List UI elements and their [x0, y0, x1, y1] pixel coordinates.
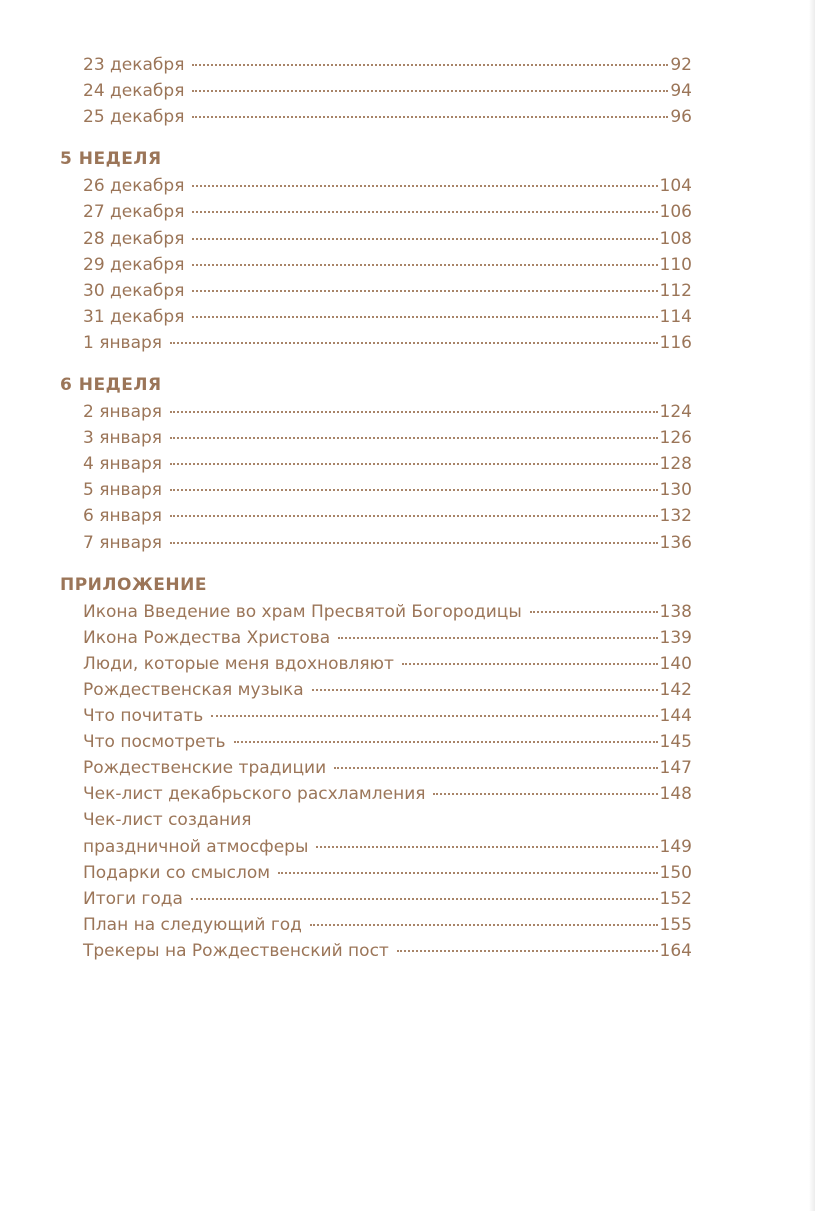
dot-leader	[192, 210, 657, 213]
toc-entry-page: 144	[659, 706, 692, 726]
dot-leader	[312, 688, 658, 691]
toc-entry-label: Что посмотреть	[83, 732, 226, 753]
toc-entry-label: Подарки со смыслом	[83, 862, 271, 883]
section-title: ПРИЛОЖЕНИЕ	[60, 574, 207, 595]
dot-leader	[191, 897, 658, 900]
toc-entry	[83, 628, 692, 648]
dot-leader	[397, 949, 658, 952]
toc-entry-label: План на следующий год	[83, 914, 302, 935]
toc-entry	[83, 281, 692, 301]
toc-entry-page: 94	[670, 81, 692, 102]
dot-leader	[192, 237, 657, 240]
toc-entry	[83, 784, 692, 804]
toc-entry-label: Трекеры на Рождественский пост	[83, 940, 389, 961]
toc-entry-label: Люди, которые меня вдохновляют	[83, 653, 394, 674]
dot-leader	[433, 792, 657, 795]
toc-entry-label: Икона Рождества Христова	[83, 627, 331, 648]
toc-entry-page: 136	[659, 532, 692, 553]
dot-leader	[192, 115, 668, 118]
toc-entry-label: 28 декабря	[83, 228, 185, 249]
toc-entry	[83, 810, 692, 830]
dot-leader	[310, 923, 658, 926]
toc-entry-label: 30 декабря	[83, 280, 185, 301]
toc-entry-page: 96	[670, 107, 692, 128]
dot-leader	[192, 184, 657, 187]
toc-entry-page: 124	[659, 402, 692, 422]
dot-leader	[192, 89, 668, 92]
toc-entry	[83, 941, 692, 961]
toc-entry-page: 106	[659, 202, 692, 223]
toc-entry-page: 128	[659, 454, 692, 475]
toc-entry-page: 130	[659, 480, 692, 501]
toc-entry	[83, 81, 692, 101]
toc-entry-label: Рождественская музыка	[83, 679, 304, 700]
dot-leader	[402, 662, 658, 665]
toc-entry-page: 155	[659, 914, 692, 935]
toc-entry-page: 140	[659, 653, 692, 674]
toc-entry	[83, 889, 692, 909]
toc-entry-label: Итоги года	[83, 888, 183, 909]
toc-entry	[83, 654, 692, 674]
toc-entry-page: 145	[659, 732, 692, 753]
toc-entry-label: 6 января	[83, 506, 163, 527]
dot-leader	[170, 488, 658, 491]
toc-entry-page: 116	[659, 332, 692, 353]
toc-entry-page: 110	[659, 254, 692, 275]
dot-leader	[170, 410, 658, 413]
toc-entry	[83, 837, 692, 857]
page-edge-shadow	[809, 0, 815, 1211]
dot-leader	[211, 714, 657, 717]
toc-entry-page: 147	[659, 758, 692, 779]
toc-entry	[83, 402, 692, 422]
dot-leader	[170, 514, 658, 517]
dot-leader	[170, 462, 658, 465]
toc-entry-label: 2 января	[83, 402, 163, 422]
dot-leader	[170, 541, 658, 544]
dot-leader	[192, 63, 668, 66]
dot-leader	[334, 766, 657, 769]
toc-entry-page: 108	[659, 228, 692, 249]
toc-entry-label: 3 января	[83, 428, 163, 449]
dot-leader	[338, 636, 657, 639]
toc-entry	[83, 506, 692, 526]
toc-entry	[83, 107, 692, 127]
toc-entry-page: 142	[659, 679, 692, 700]
dot-leader	[192, 315, 657, 318]
toc-entry-page: 138	[659, 601, 692, 622]
toc-entry	[83, 706, 692, 726]
toc-entry-page: 112	[659, 280, 692, 301]
toc-entry-page: 164	[659, 940, 692, 961]
toc-entry	[83, 758, 692, 778]
toc-entry-page: 148	[659, 784, 692, 805]
toc-entry	[83, 915, 692, 935]
toc-entry-label: Что почитать	[83, 706, 204, 726]
toc-entry	[83, 480, 692, 500]
toc-entry-page: 152	[659, 888, 692, 909]
dot-leader	[530, 610, 658, 613]
toc-entry	[83, 202, 692, 222]
toc-entry-page: 139	[659, 627, 692, 648]
dot-leader	[170, 436, 658, 439]
toc-entry-label: 7 января	[83, 532, 163, 553]
toc-entry-label: Рождественские традиции	[83, 758, 327, 779]
toc-entry-label: Икона Введение во храм Пресвятой Богородицы	[83, 601, 522, 622]
toc-entry-page: 92	[670, 55, 692, 75]
toc-entry	[83, 732, 692, 752]
toc-entry-page: 114	[659, 306, 692, 327]
toc-entry	[83, 602, 692, 622]
toc-entry-label: 24 декабря	[83, 81, 185, 102]
toc-entry	[83, 176, 692, 196]
toc-entry	[83, 229, 692, 249]
toc-entry	[83, 533, 692, 553]
section-title: 6 НЕДЕЛЯ	[60, 375, 162, 395]
dot-leader	[192, 289, 657, 292]
toc-entry-label: 23 декабря	[83, 55, 185, 75]
toc-entry	[83, 333, 692, 353]
dot-leader	[192, 263, 657, 266]
toc-entry-label: 29 декабря	[83, 254, 185, 275]
toc-entry-label: 25 декабря	[83, 107, 185, 128]
section-title: 5 НЕДЕЛЯ	[60, 149, 162, 170]
toc-entry-label: 5 января	[83, 480, 163, 501]
toc-entry-label: праздничной атмосферы	[83, 836, 309, 857]
toc-entry-page: 104	[659, 176, 692, 197]
dot-leader	[316, 845, 657, 848]
toc-entry-page: 150	[659, 862, 692, 883]
dot-leader	[278, 871, 657, 874]
toc-entry-label: 27 декабря	[83, 202, 185, 223]
toc-entry	[83, 680, 692, 700]
toc-entry-page: 149	[659, 836, 692, 857]
toc-entry	[83, 863, 692, 883]
toc-entry	[83, 428, 692, 448]
toc-entry-label: 26 декабря	[83, 176, 185, 197]
toc-entry-page: 126	[659, 428, 692, 449]
toc-entry-label: 4 января	[83, 454, 163, 475]
toc-entry-label: Чек-лист создания	[83, 810, 252, 831]
dot-leader	[170, 341, 658, 344]
dot-leader	[234, 740, 658, 743]
toc-entry	[83, 454, 692, 474]
toc-entry	[83, 255, 692, 275]
toc-entry-label: 31 декабря	[83, 306, 185, 327]
toc-entry-page: 132	[659, 506, 692, 527]
toc-entry	[83, 55, 692, 75]
toc-entry-label: 1 января	[83, 332, 163, 353]
toc-entry-label: Чек-лист декабрьского расхламления	[83, 784, 426, 805]
toc-entry	[83, 307, 692, 327]
